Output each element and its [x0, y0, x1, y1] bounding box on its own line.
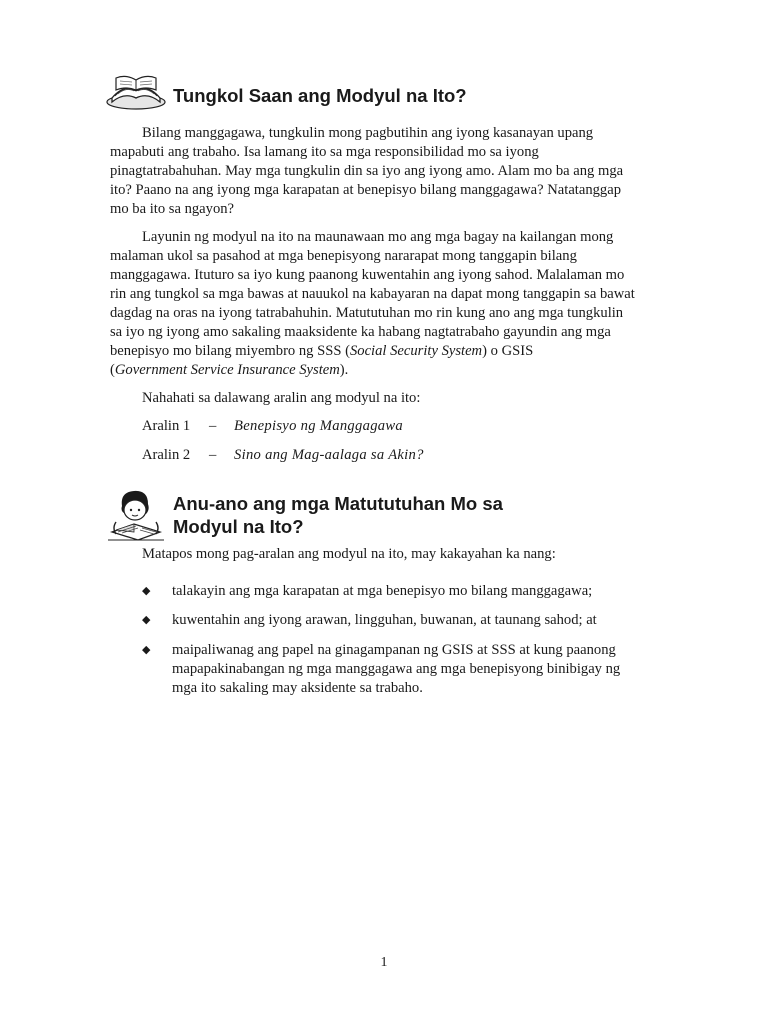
section-title-about: Tungkol Saan ang Modyul na Ito? — [173, 85, 467, 106]
paragraph-learning-intro: Matapos mong pag-aralan ang modyul na ito, may kakayahan ka nang: — [142, 546, 556, 562]
reading-student-icon — [106, 488, 166, 544]
list-item: ◆ kuwentahin ang iyong arawan, lingguhan, buwanan, at taunang sahod; at — [142, 612, 597, 628]
section-title-learning: Anu-ano ang mga Matututuhan Mo sa Modyul na Ito? — [173, 493, 503, 537]
diamond-bullet-icon: ◆ — [142, 644, 151, 656]
list-item: ◆ maipaliwanag ang papel na ginagampanan ng GSIS at SSS at kung paanong mapapakinabangan ng mga manggagawa ang mga benepisyong binibigay ng mga ito sakaling may aksidente sa trabaho. — [142, 642, 621, 696]
lesson-item: Aralin 1 – Benepisyo ng Manggagawa — [142, 418, 404, 434]
paragraph-objective: Layunin ng modyul na ito na maunawaan mo ang mga bagay na kailangan mong malaman ukol sa pasahod at mga benepisyong nararapat mong tanggapin bilang manggagawa. Ituturo sa iyo kung paanong kuwentahin ang iyong sahod. Malalaman mo rin ang tungkol sa mga bawas at nauukol na kabayaran na dapat mong tanggapin sa bawat dagdag na oras na iyong tatrabahuhin. Matututuhan mo rin kung ano ang mga tungkulin sa iyo ng iyong amo sakaling maaksidente ka habang nagtatrabaho gayundin ang mga benepisyo mo bilang miyembro ng SSS (Social Security System) o GSIS (Government Service Insurance System). — [110, 229, 635, 378]
paragraph-intro: Bilang manggagawa, tungkulin mong pagbutihin ang iyong kasanayan upang mapabuti ang trabaho. Isa lamang ito sa mga responsibilidad mo sa iyong pinagtatrabahuhan. May mga tungkulin din sa iyo ang iyong amo. Alam mo ba ang mga ito? Paano na ang iyong mga karapatan at benepisyo bilang manggagawa? Natatanggap mo ba ito sa ngayon? — [110, 125, 624, 217]
list-item: ◆ talakayin ang mga karapatan at mga benepisyo mo bilang manggagawa; — [142, 583, 593, 599]
paragraph-lessons-intro: Nahahati sa dalawang aralin ang modyul na ito: — [142, 390, 421, 406]
diamond-bullet-icon: ◆ — [142, 585, 151, 597]
open-book-icon — [106, 72, 166, 110]
page-number: 1 — [380, 955, 388, 970]
lesson-item: Aralin 2 – Sino ang Mag-aalaga sa Akin? — [142, 447, 424, 463]
diamond-bullet-icon: ◆ — [142, 614, 151, 626]
